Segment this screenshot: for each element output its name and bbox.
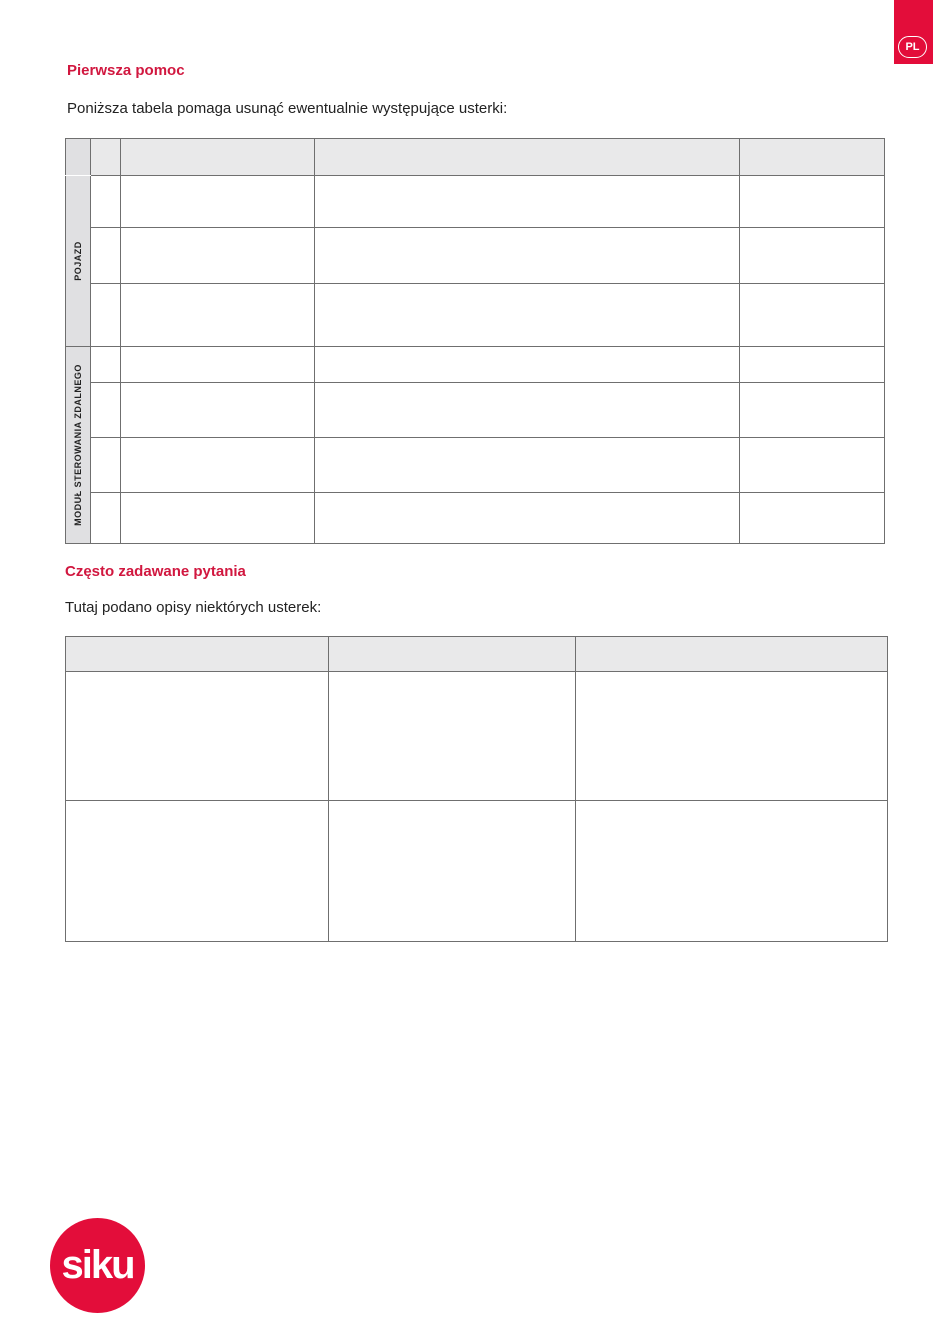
table-row xyxy=(66,284,885,347)
table-header-row xyxy=(66,637,888,672)
table-row xyxy=(66,347,885,383)
language-badge: PL xyxy=(898,36,927,58)
language-tab xyxy=(894,0,933,64)
header-cell xyxy=(740,139,885,176)
troubleshooting-table xyxy=(65,138,885,544)
first-aid-heading: Pierwsza pomoc xyxy=(67,62,185,79)
header-cell xyxy=(576,637,888,672)
first-aid-intro: Poniższa tabela pomaga usunąć ewentualnie występujące usterki: xyxy=(67,100,508,117)
table-row xyxy=(66,176,885,228)
faq-heading: Często zadawane pytania xyxy=(65,563,246,580)
header-cell xyxy=(315,139,740,176)
side-cell xyxy=(66,139,91,176)
table-row xyxy=(66,383,885,438)
faq-table xyxy=(65,636,888,942)
siku-logo xyxy=(50,1218,145,1313)
table-header-row xyxy=(66,139,885,176)
header-cell xyxy=(121,139,315,176)
header-cell xyxy=(91,139,121,176)
table-row xyxy=(66,801,888,942)
logo-text: siku xyxy=(61,1243,134,1287)
header-cell xyxy=(329,637,576,672)
remote-group-cell xyxy=(66,347,91,544)
table-row xyxy=(66,672,888,801)
table-row xyxy=(66,228,885,284)
table-row xyxy=(66,438,885,493)
table-row xyxy=(66,493,885,544)
header-cell xyxy=(66,637,329,672)
faq-intro: Tutaj podano opisy niektórych usterek: xyxy=(65,599,322,616)
vehicle-group-cell xyxy=(66,176,91,347)
remote-group-label: MODUŁ STEROWANIA ZDALNEGO xyxy=(73,364,83,526)
vehicle-group-label: POJAZD xyxy=(73,241,83,281)
